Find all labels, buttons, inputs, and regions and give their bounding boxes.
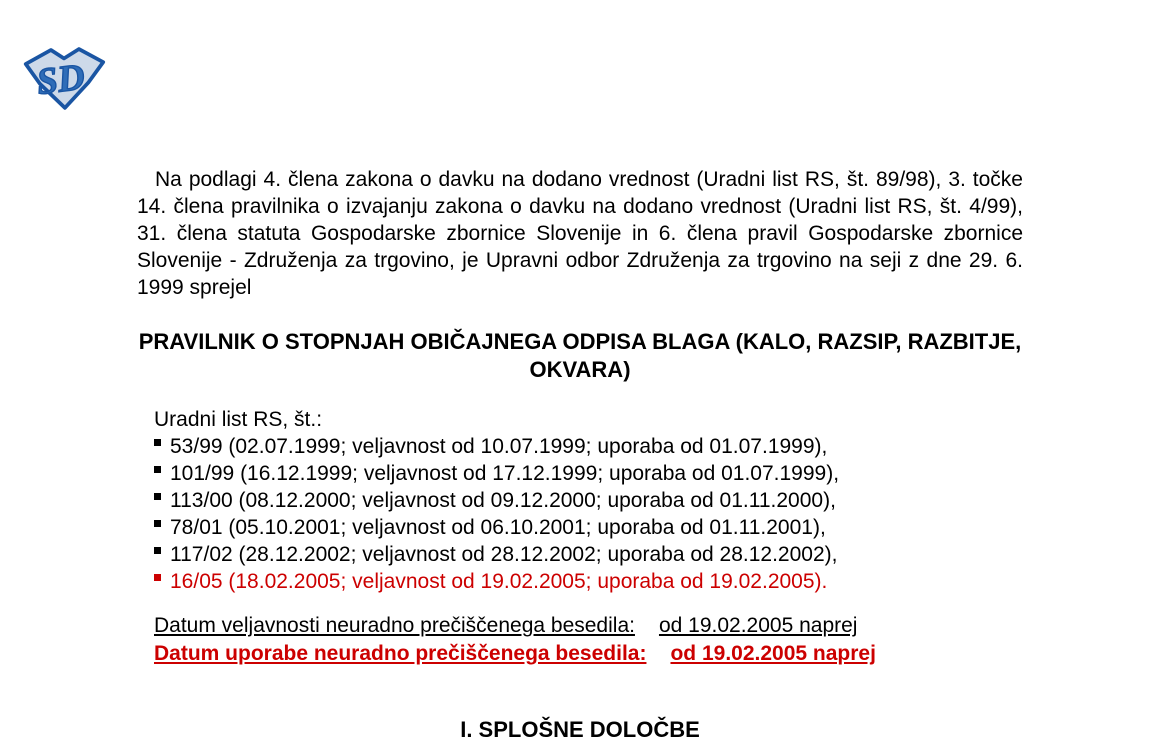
gazette-entry-text: 16/05 (18.02.2005; veljavnost od 19.02.2005; uporaba od 19.02.2005). (170, 570, 828, 593)
usage-label: Datum uporabe neuradno prečiščenega besedila: (154, 642, 647, 665)
intro-paragraph: Na podlagi 4. člena zakona o davku na dodano vrednost (Uradni list RS, št. 89/98), 3. točke 14. člena pravilnika o izvajanju zakona o davku na dodano vrednost (Uradni list RS, št. 4/99), 31. člena statuta Gospodarske zbornice Slovenije in 6. člena pravil Gospodarske zbornice Slovenije - Združenja za trgovino, je Upravni odbor Združenja za trgovino na seji z dne 29. 6. 1999 sprejel (137, 168, 1023, 299)
gazette-entry (154, 487, 1023, 514)
gazette-entry-highlighted (154, 568, 1023, 595)
square-bullet-icon (154, 466, 161, 473)
sd-logo (22, 44, 106, 112)
square-bullet-icon (154, 520, 161, 527)
gazette-entry-text: 117/02 (28.12.2002; veljavnost od 28.12.2002; uporaba od 28.12.2002), (170, 543, 838, 566)
gazette-entry (154, 433, 1023, 460)
gazette-section (137, 406, 1023, 595)
validity-date-line (154, 612, 1023, 640)
square-bullet-icon (154, 547, 161, 554)
svg-text:SD: SD (34, 56, 87, 104)
gazette-list (154, 433, 1023, 595)
square-bullet-icon (154, 493, 161, 500)
section-heading: I. SPLOŠNE DOLOČBE (460, 717, 700, 742)
validity-label: Datum veljavnosti neuradno prečiščenega besedila: (154, 614, 635, 637)
sd-logo-icon (22, 44, 106, 112)
usage-value: od 19.02.2005 naprej (670, 642, 876, 665)
gazette-entry-text: 78/01 (05.10.2001; veljavnost od 06.10.2001; uporaba od 01.11.2001), (170, 516, 826, 539)
usage-date-line (154, 640, 1023, 668)
document-title: PRAVILNIK O STOPNJAH OBIČAJNEGA ODPISA BLAGA (KALO, RAZSIP, RAZBITJE, OKVARA) (138, 329, 1022, 382)
gazette-heading: Uradni list RS, št.: (154, 408, 323, 431)
gazette-entry (154, 514, 1023, 541)
validity-section (137, 612, 1023, 668)
document-content (137, 166, 1023, 743)
gazette-entry (154, 460, 1023, 487)
gazette-entry (154, 541, 1023, 568)
gazette-entry-text: 53/99 (02.07.1999; veljavnost od 10.07.1999; uporaba od 01.07.1999), (170, 435, 828, 458)
gazette-entry-text: 113/00 (08.12.2000; veljavnost od 09.12.2000; uporaba od 01.11.2000), (170, 489, 836, 512)
gazette-entry-text: 101/99 (16.12.1999; veljavnost od 17.12.1999; uporaba od 01.07.1999), (170, 462, 840, 485)
square-bullet-icon (154, 439, 161, 446)
validity-value: od 19.02.2005 naprej (658, 614, 858, 637)
square-bullet-icon (154, 574, 161, 581)
